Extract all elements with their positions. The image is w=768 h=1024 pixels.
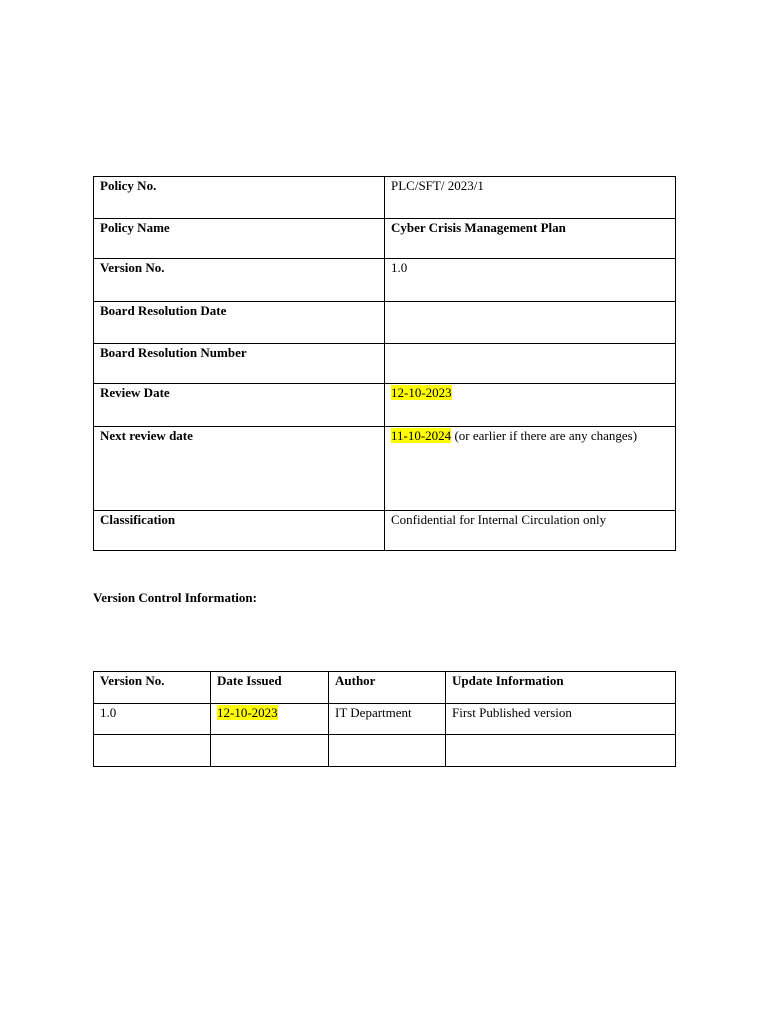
column-header-update-information: Update Information: [446, 672, 676, 704]
table-row: [94, 259, 676, 302]
board-resolution-date-label: Board Resolution Date: [94, 302, 385, 344]
table-row: [94, 427, 676, 511]
table-cell: [94, 735, 211, 767]
board-resolution-number-label: Board Resolution Number: [94, 344, 385, 384]
table-row: [94, 384, 676, 427]
table-cell: 1.0: [94, 704, 211, 735]
review-date-value: 12-10-2023: [391, 385, 452, 400]
review-date-cell: [385, 384, 676, 427]
board-resolution-number-value: [385, 344, 676, 384]
table-cell: [329, 735, 446, 767]
table-row: [94, 302, 676, 344]
table-row: [94, 219, 676, 259]
table-row: [94, 511, 676, 551]
next-review-date-cell: [385, 427, 676, 511]
next-review-date-label: Next review date: [94, 427, 385, 511]
table-cell: First Published version: [446, 704, 676, 735]
table-cell: [446, 735, 676, 767]
version-no-label: Version No.: [94, 259, 385, 302]
column-header-date-issued: Date Issued: [211, 672, 329, 704]
table-row: [94, 344, 676, 384]
board-resolution-date-value: [385, 302, 676, 344]
table-row: [94, 177, 676, 219]
table-header-row: [94, 672, 676, 704]
version-control-heading: Version Control Information:: [93, 590, 257, 605]
table-row: [94, 704, 676, 735]
next-review-date-value: 11-10-2024: [391, 428, 452, 443]
policy-name-label: Policy Name: [94, 219, 385, 259]
column-header-author: Author: [329, 672, 446, 704]
classification-label: Classification: [94, 511, 385, 551]
policy-name-value: Cyber Crisis Management Plan: [385, 219, 676, 259]
table-cell: [211, 735, 329, 767]
policy-no-label: Policy No.: [94, 177, 385, 219]
classification-value: Confidential for Internal Circulation only: [385, 511, 676, 551]
table-cell: IT Department: [329, 704, 446, 735]
policy-no-value: PLC/SFT/ 2023/1: [385, 177, 676, 219]
next-review-date-note: (or earlier if there are any changes): [451, 428, 638, 443]
version-control-table: [93, 671, 676, 767]
column-header-version: Version No.: [94, 672, 211, 704]
date-issued-value: 12-10-2023: [217, 705, 278, 720]
table-cell: [211, 704, 329, 735]
table-row: [94, 735, 676, 767]
policy-info-table: [93, 176, 676, 551]
version-no-value: 1.0: [385, 259, 676, 302]
review-date-label: Review Date: [94, 384, 385, 427]
